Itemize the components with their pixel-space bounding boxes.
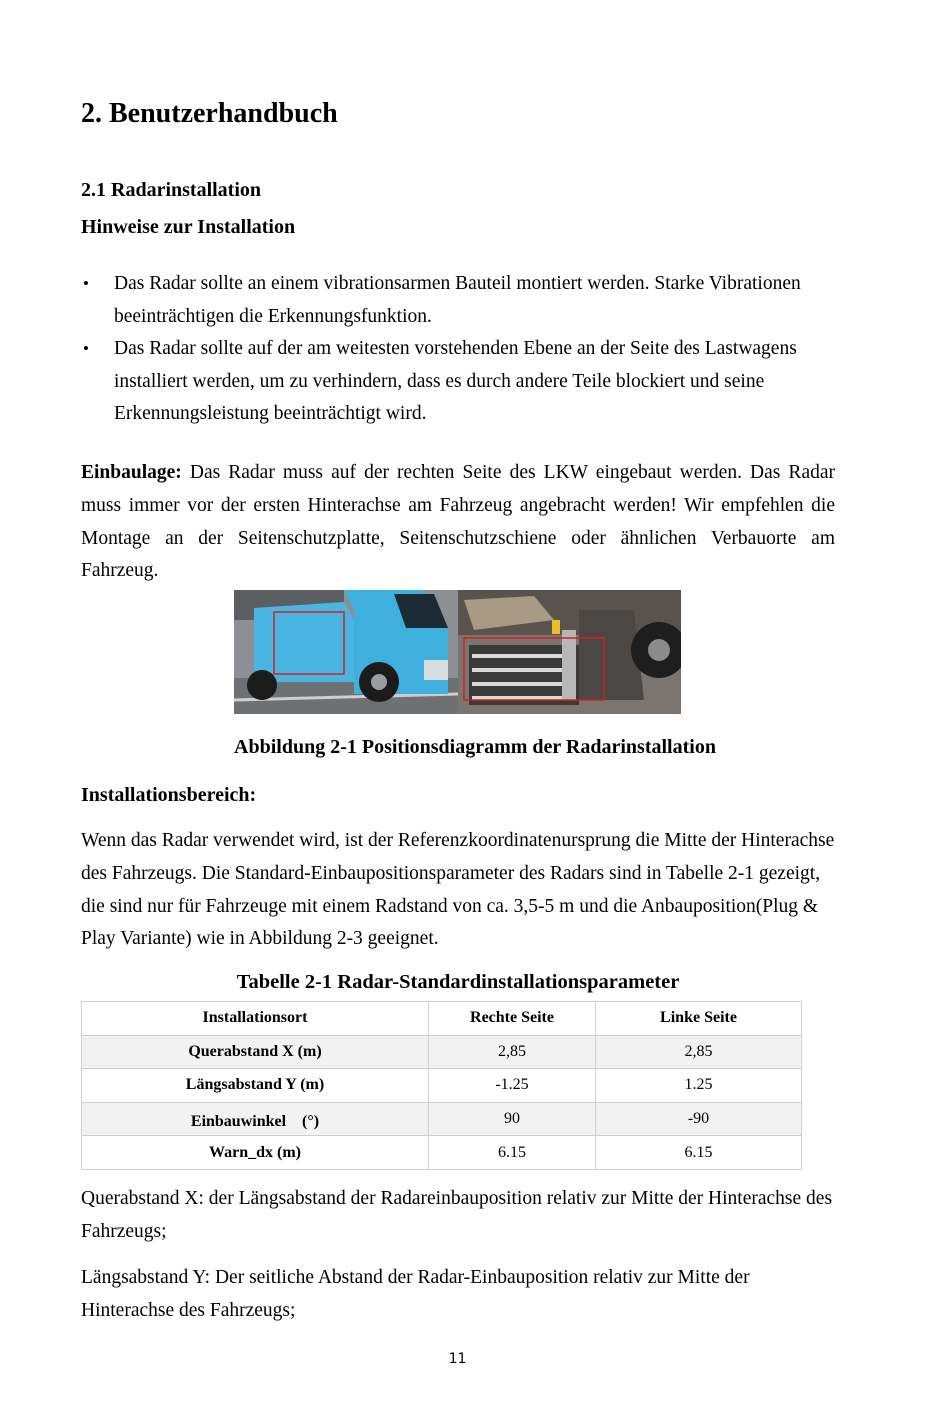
page-number: 11	[448, 1351, 467, 1367]
table-cell: Querabstand X (m)	[82, 1035, 429, 1069]
installation-notes-list	[81, 268, 801, 431]
table-cell: 2,85	[596, 1035, 802, 1069]
einbaulage-paragraph	[81, 457, 835, 588]
section-heading: 2.1 Radarinstallation	[81, 179, 262, 201]
table-cell: 1.25	[596, 1069, 802, 1103]
page-heading: 2. Benutzerhandbuch	[81, 98, 338, 129]
table-cell: 6.15	[429, 1136, 596, 1170]
einbaulage-label: Einbaulage:	[81, 462, 182, 483]
list-item: • Das Radar sollte auf der am weitesten vorstehenden Ebene an der Seite des Lastwagens installiert werden, um zu verhindern, dass es durch andere Teile blockiert und seine Erkennungsleistung beeinträchtigt wird.	[81, 333, 801, 431]
table-header-cell: Installationsort	[82, 1002, 429, 1036]
table-row	[82, 1136, 802, 1170]
table-row	[82, 1102, 802, 1136]
table-cell: -90	[596, 1102, 802, 1136]
table-cell: 6.15	[596, 1136, 802, 1170]
installation-parameters-table	[81, 1001, 802, 1170]
installationsbereich-heading: Installationsbereich:	[81, 784, 257, 806]
installationsbereich-paragraph: Wenn das Radar verwendet wird, ist der Referenzkoordinatenursprung die Mitte der Hinterachse des Fahrzeugs. Die Standard-Einbaupositionsparameter des Radars sind in Tabelle 2-1 gezeigt, die sind nur für Fahrzeuge mit einem Radstand von ca. 3,5-5 m und die Anbauposition(Plug & Play Variante) wie in Abbildung 2-3 geeignet.	[81, 830, 835, 950]
table-cell: 90	[429, 1102, 596, 1136]
table-header-cell: Rechte Seite	[429, 1002, 596, 1036]
table-row	[82, 1035, 802, 1069]
table-header-cell: Linke Seite	[596, 1002, 802, 1036]
figure-caption: Abbildung 2-1 Positionsdiagramm der Radarinstallation	[234, 736, 716, 758]
table-cell: Einbauwinkel (°)	[82, 1102, 429, 1136]
table-cell: Längsabstand Y (m)	[82, 1069, 429, 1103]
table-header-row	[82, 1002, 802, 1036]
definition-querabstand: Querabstand X: der Längsabstand der Radareinbauposition relativ zur Mitte der Hinterachse des Fahrzeugs;	[81, 1188, 833, 1242]
table-cell: 2,85	[429, 1035, 596, 1069]
subsection-heading: Hinweise zur Installation	[81, 216, 296, 238]
table-cell: Warn_dx (m)	[82, 1136, 429, 1170]
definition-laengsabstand: Längsabstand Y: Der seitliche Abstand der Radar-Einbauposition relativ zur Mitte der Hinterachse des Fahrzeugs;	[81, 1267, 750, 1321]
einbaulage-text: Das Radar muss auf der rechten Seite des LKW eingebaut werden. Das Radar muss immer vor der ersten Hinterachse am Fahrzeug angebracht werden! Wir empfehlen die Montage an der Seitenschutzplatte, Seitenschutzschiene oder ähnlichen Verbauorte am Fahrzeug.	[81, 462, 835, 582]
table-cell: -1.25	[429, 1069, 596, 1103]
table-row	[82, 1069, 802, 1103]
radar-installation-photo	[234, 590, 681, 714]
list-item: • Das Radar sollte an einem vibrationsarmen Bauteil montiert werden. Starke Vibrationen beeinträchtigen die Erkennungsfunktion.	[81, 268, 801, 333]
table-caption: Tabelle 2-1 Radar-Standardinstallationsparameter	[236, 971, 680, 993]
